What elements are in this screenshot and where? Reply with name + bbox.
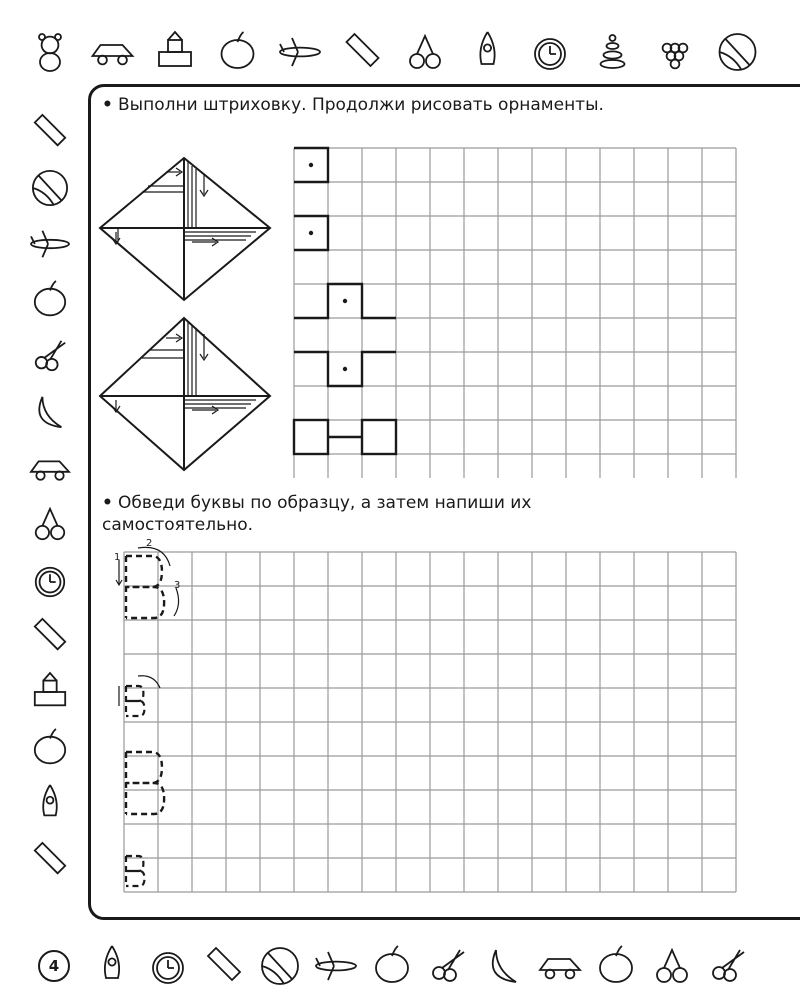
scissors-icon	[433, 950, 464, 981]
alarm-clock-icon	[36, 568, 65, 597]
banana-icon	[39, 397, 61, 427]
lemon-icon	[600, 946, 632, 982]
ball-icon	[720, 34, 756, 70]
cherries-icon	[410, 36, 440, 68]
letter-grid	[112, 538, 742, 908]
crayons-icon	[35, 619, 65, 649]
crayons-icon	[347, 34, 379, 66]
diamond-top-arrows	[112, 168, 218, 246]
task-1-text: Выполни штриховку. Продолжи рисовать орнаменты.	[118, 95, 604, 115]
crayon-icon	[208, 948, 240, 980]
cherries-icon	[36, 509, 65, 539]
page-number: 4	[38, 950, 70, 982]
letter-grid-lines	[124, 552, 736, 892]
task-1-instruction	[102, 94, 782, 116]
ring-pyramid-icon	[601, 35, 625, 68]
task-2-text: Обведи буквы по образцу, а затем напиши их самостоятельно.	[102, 493, 532, 535]
airplane-icon	[280, 38, 320, 66]
letter-b-small-1	[126, 686, 144, 716]
car-icon	[93, 45, 133, 64]
ball-icon	[262, 948, 298, 984]
alarm-clock-icon	[153, 953, 183, 983]
diamond-top	[100, 158, 270, 300]
scissors-icon	[713, 950, 744, 981]
building-blocks-icon	[35, 673, 65, 705]
ornament-grid	[292, 146, 740, 478]
banana-icon	[493, 950, 516, 982]
teddy-bear-icon	[39, 34, 61, 71]
car-icon	[540, 959, 580, 978]
letter-b-small-2	[126, 856, 144, 886]
apple-icon	[35, 281, 65, 315]
rocket-icon	[105, 946, 119, 978]
crayon-icon	[35, 115, 65, 145]
lemon-icon	[35, 729, 65, 763]
alarm-clock-icon	[535, 39, 565, 69]
grapes-icon	[663, 44, 688, 69]
cherries-icon	[657, 950, 687, 982]
ornament-grid-lines	[294, 148, 736, 478]
stroke-number-3: 3	[174, 580, 181, 591]
task-2-bullet: •	[102, 493, 113, 513]
diamond-top-hatching	[118, 162, 256, 242]
scissors-icon	[36, 341, 65, 370]
apple-icon	[376, 946, 408, 982]
crayon-icon	[35, 843, 65, 873]
pattern-5-left	[294, 420, 328, 454]
ball-icon	[33, 171, 67, 205]
hatching-diamonds	[96, 150, 276, 480]
task-2-instruction	[102, 492, 662, 536]
task-1-bullet: •	[102, 95, 113, 115]
diamond-bottom-arrows	[112, 334, 218, 414]
airplane-icon	[316, 952, 356, 980]
airplane-icon	[31, 231, 69, 258]
building-blocks-icon	[159, 32, 191, 66]
apple-icon	[222, 32, 254, 68]
stroke-number-1: 1	[114, 552, 121, 563]
stroke-number-2: 2	[146, 538, 153, 549]
diamond-bottom	[100, 318, 270, 470]
car-icon	[31, 461, 69, 479]
rocket-icon	[43, 785, 57, 815]
pattern-5-right	[362, 420, 396, 454]
rocket-icon	[480, 32, 494, 64]
